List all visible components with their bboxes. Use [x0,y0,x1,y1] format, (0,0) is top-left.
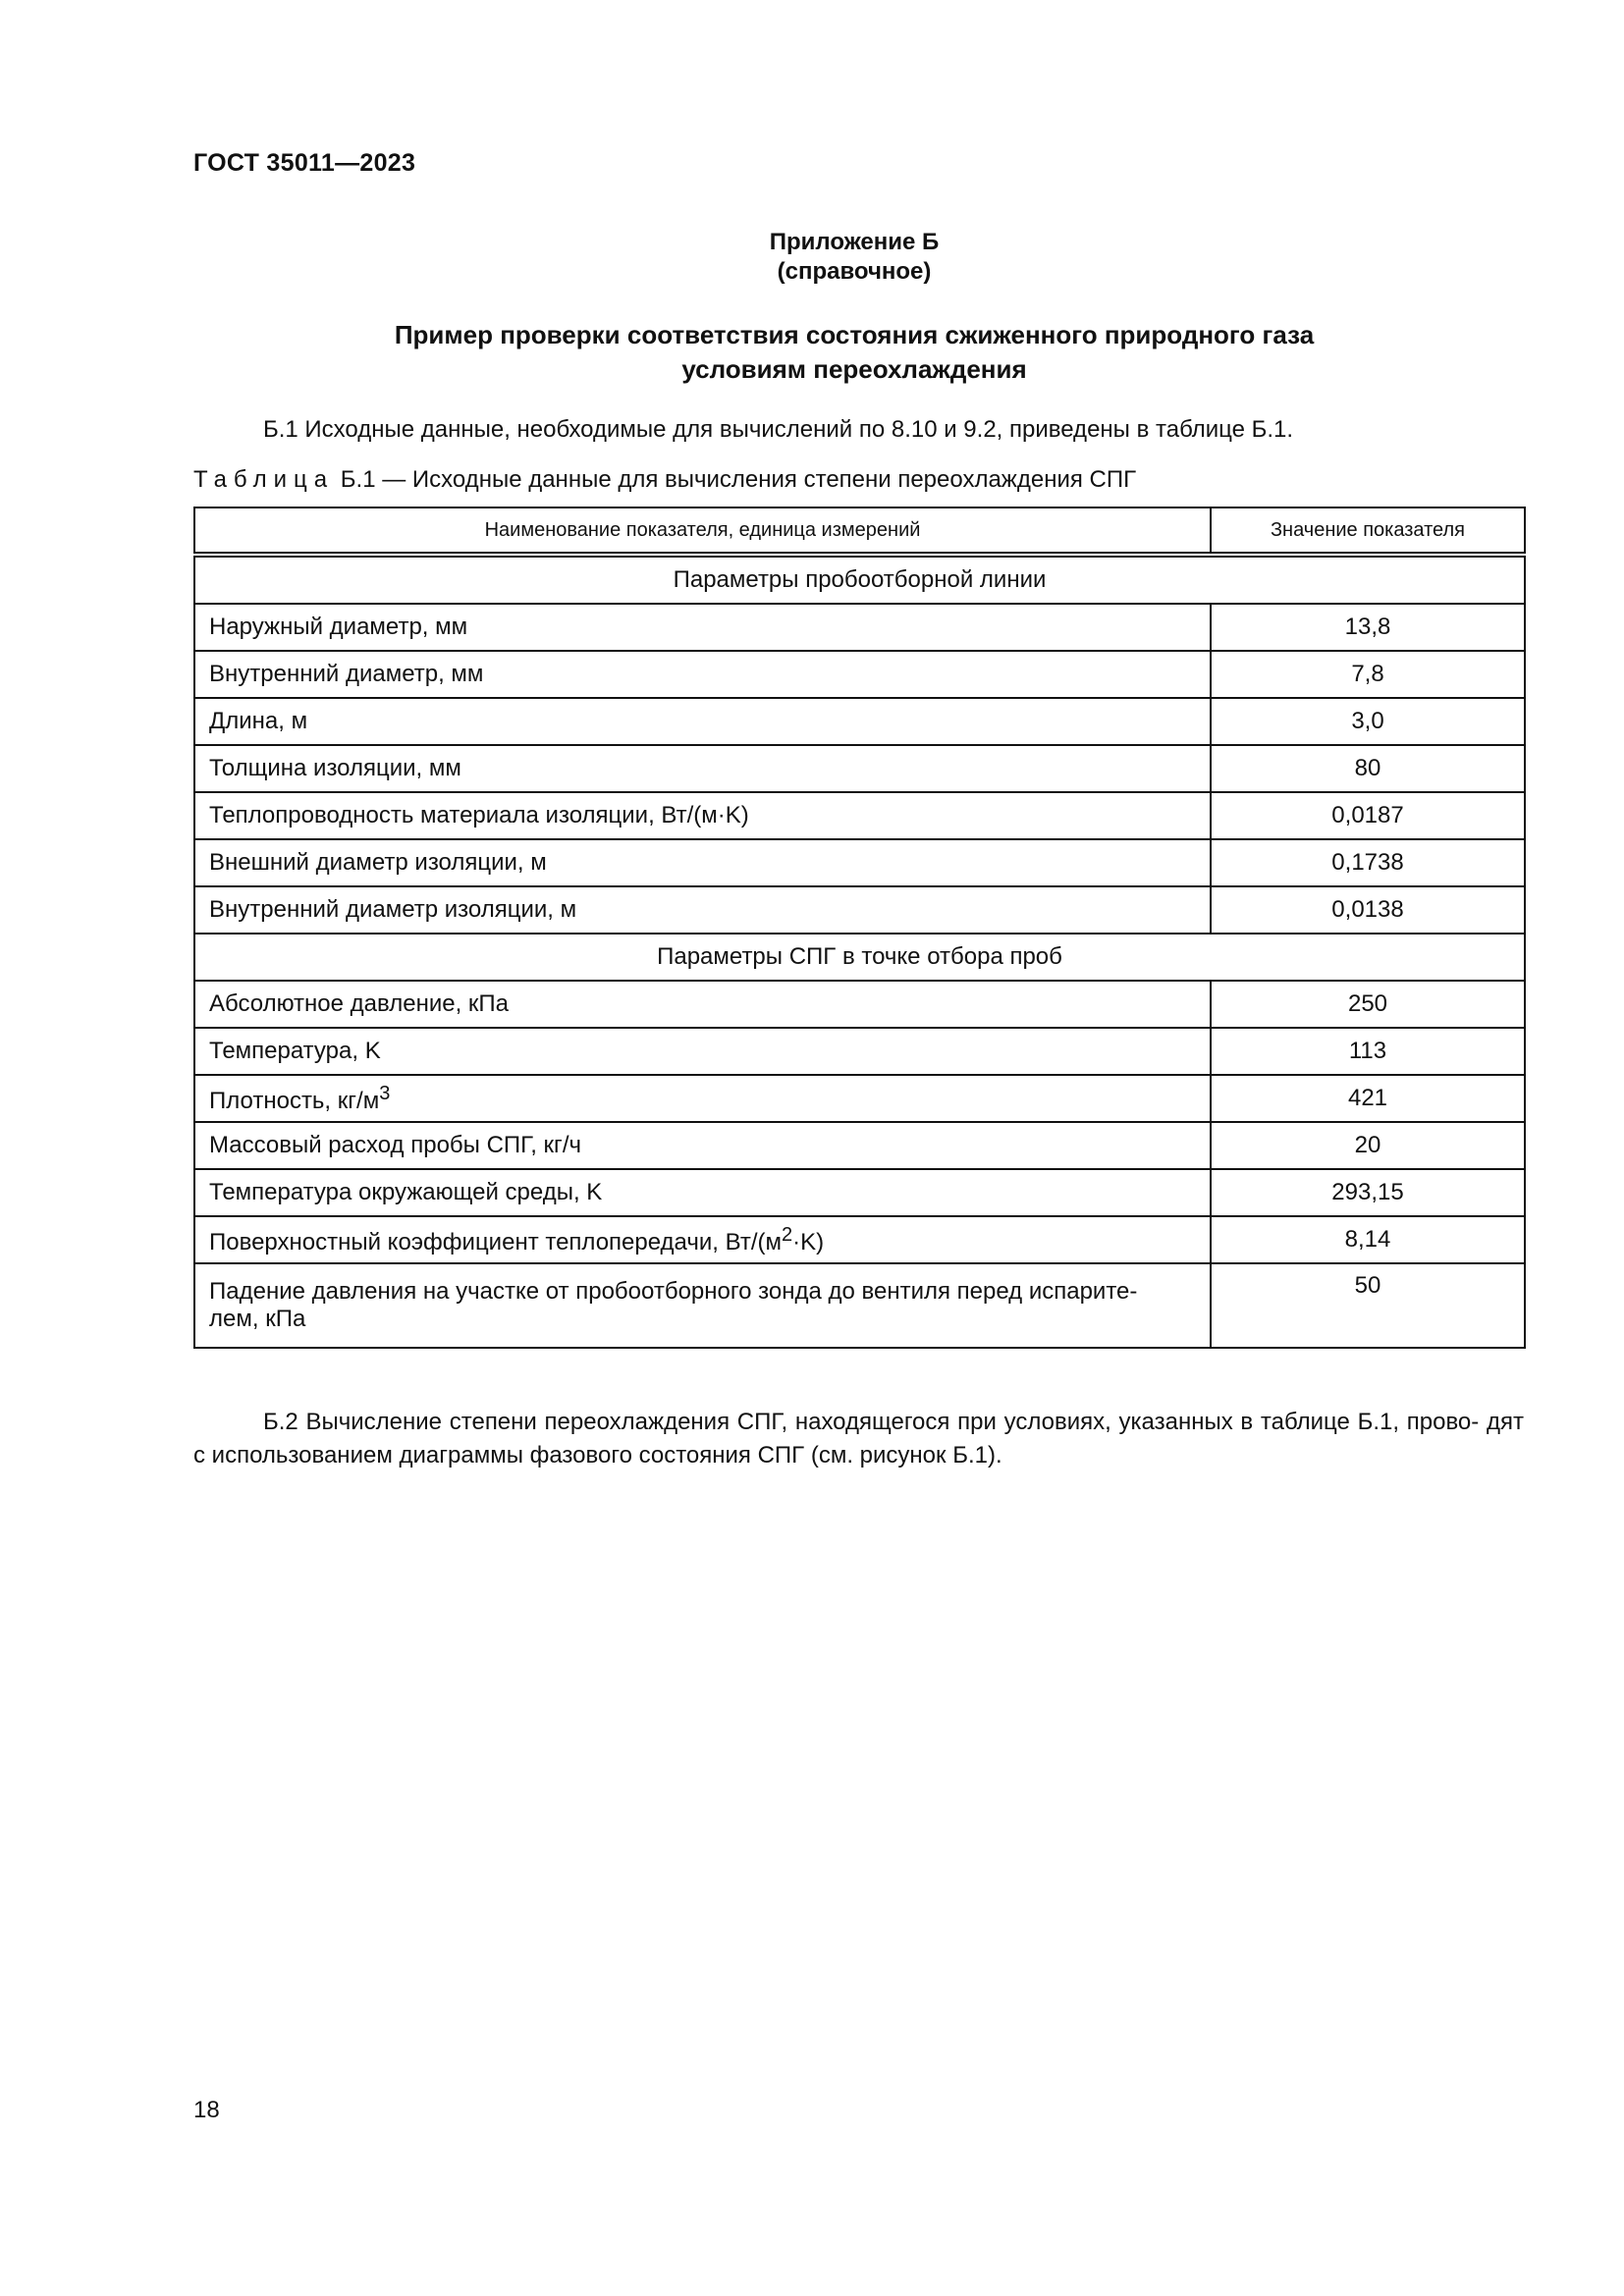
param-name-text: Плотность, кг/м [209,1087,380,1114]
param-name: Теплопроводность материала изоляции, Вт/(м·K) [194,792,1211,839]
param-value: 0,0138 [1211,886,1525,934]
param-value: 293,15 [1211,1169,1525,1216]
param-name: Внутренний диаметр изоляции, м [194,886,1211,934]
section-title-sampling-line: Параметры пробоотборной линии [194,555,1525,604]
param-value: 113 [1211,1028,1525,1075]
table-row [194,839,1525,886]
param-name: Абсолютное давление, кПа [194,981,1211,1028]
section-row [194,934,1525,981]
table-row [194,1169,1525,1216]
table-row [194,1028,1525,1075]
table-row [194,604,1525,651]
header-value: Значение показателя [1211,507,1525,555]
title-line-2: условиям переохлаждения [681,354,1027,384]
param-value: 13,8 [1211,604,1525,651]
appendix-heading [0,228,1624,287]
title-line-1: Пример проверки соответствия состояния сжиженного природного газа [394,320,1315,349]
param-value: 3,0 [1211,698,1525,745]
table-row [194,792,1525,839]
table-caption-text: Б.1 — Исходные данные для вычисления степени переохлаждения СПГ [340,466,1137,493]
header-name: Наименование показателя, единица измерений [194,507,1211,555]
table-caption [193,466,1136,494]
param-value: 250 [1211,981,1525,1028]
param-name: Длина, м [194,698,1211,745]
paragraph-b1: Б.1 Исходные данные, необходимые для вычислений по 8.10 и 9.2, приведены в таблице Б.1. [263,416,1294,443]
param-value: 0,0187 [1211,792,1525,839]
superscript: 3 [379,1082,391,1104]
table-row [194,886,1525,934]
param-name: Внутренний диаметр, мм [194,651,1211,698]
table-row [194,698,1525,745]
param-value: 50 [1211,1263,1525,1348]
param-value: 421 [1211,1075,1525,1122]
table-caption-word: Таблица [193,466,335,493]
standard-code: ГОСТ 35011—2023 [193,149,416,177]
table-row [194,1263,1525,1348]
param-name-line-2: лем, кПа [209,1306,306,1332]
table-row [194,1216,1525,1263]
param-value: 0,1738 [1211,839,1525,886]
param-name: Наружный диаметр, мм [194,604,1211,651]
superscript: 2 [781,1223,793,1246]
param-name [194,1216,1211,1263]
param-name: Температура окружающей среды, K [194,1169,1211,1216]
param-name: Внешний диаметр изоляции, м [194,839,1211,886]
param-value: 20 [1211,1122,1525,1169]
table-row [194,1122,1525,1169]
param-name-suffix: ·K) [792,1228,825,1255]
section-row [194,555,1525,604]
param-name [194,1075,1211,1122]
param-value: 7,8 [1211,651,1525,698]
param-value: 80 [1211,745,1525,792]
appendix-title [0,318,1624,387]
data-table [193,507,1526,1349]
table-row [194,651,1525,698]
param-name-text: Поверхностный коэффициент теплопередачи, Вт/(м [209,1228,782,1255]
param-name: Толщина изоляции, мм [194,745,1211,792]
table-row [194,1075,1525,1122]
param-name: Массовый расход пробы СПГ, кг/ч [194,1122,1211,1169]
paragraph-b2: Б.2 Вычисление степени переохлаждения СПГ, находящегося при условиях, указанных в таблице Б.1, прово- дят с использованием диаграммы фазового состояния СПГ (см. рисунок Б.1). [193,1409,1524,1468]
param-name: Температура, K [194,1028,1211,1075]
param-name-line-1: Падение давления на участке от пробоотборного зонда до вентиля перед испарите- [209,1278,1138,1305]
appendix-status: (справочное) [777,258,932,285]
table-row [194,745,1525,792]
page-number: 18 [193,2097,220,2123]
table-header-row [194,507,1525,555]
table-row [194,981,1525,1028]
param-value: 8,14 [1211,1216,1525,1263]
section-title-lng-params: Параметры СПГ в точке отбора проб [194,934,1525,981]
param-name [194,1263,1211,1348]
appendix-label: Приложение Б [769,229,940,255]
